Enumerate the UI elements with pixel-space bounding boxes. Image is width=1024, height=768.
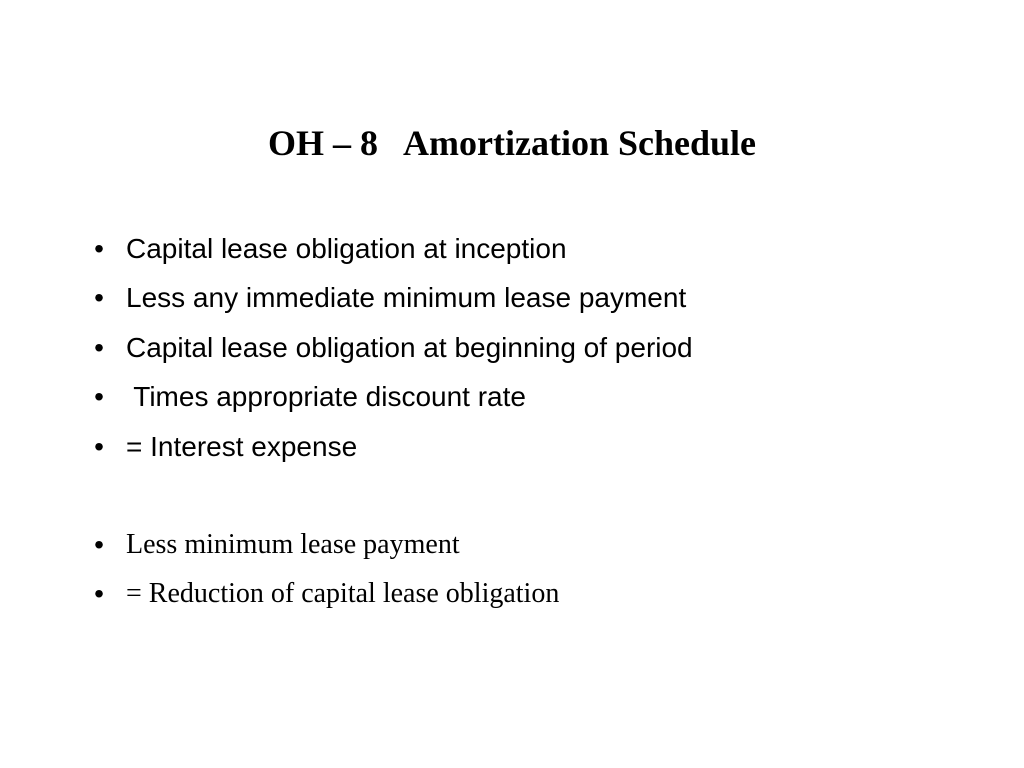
- bullet-item: [84, 423, 984, 471]
- bullet-point-icon: •: [94, 282, 104, 313]
- bullet-text: = Interest expense: [126, 431, 358, 462]
- bullet-item: [84, 274, 984, 322]
- bullet-text: Capital lease obligation at inception: [126, 233, 567, 264]
- bullet-point-icon: •: [94, 381, 104, 412]
- bullet-point-icon: •: [94, 578, 104, 609]
- bullet-text: Capital lease obligation at beginning of period: [126, 332, 693, 363]
- bullet-item: [84, 324, 984, 372]
- slide-title: OH – 8 Amortization Schedule: [268, 123, 756, 163]
- bullet-text: = Reduction of capital lease obligation: [126, 578, 560, 609]
- bullet-item: [84, 225, 984, 273]
- bullet-point-icon: •: [94, 529, 104, 560]
- bullet-item: [84, 373, 984, 421]
- bullet-item: [84, 570, 984, 618]
- bullet-point-icon: •: [94, 332, 104, 363]
- bullet-item: [84, 521, 984, 569]
- bullet-point-icon: •: [94, 233, 104, 264]
- bullet-point-icon: •: [94, 431, 104, 462]
- bullet-text: Less any immediate minimum lease payment: [126, 282, 687, 313]
- bullet-text: Times appropriate discount rate: [126, 381, 526, 412]
- bullet-text: Less minimum lease payment: [126, 529, 460, 560]
